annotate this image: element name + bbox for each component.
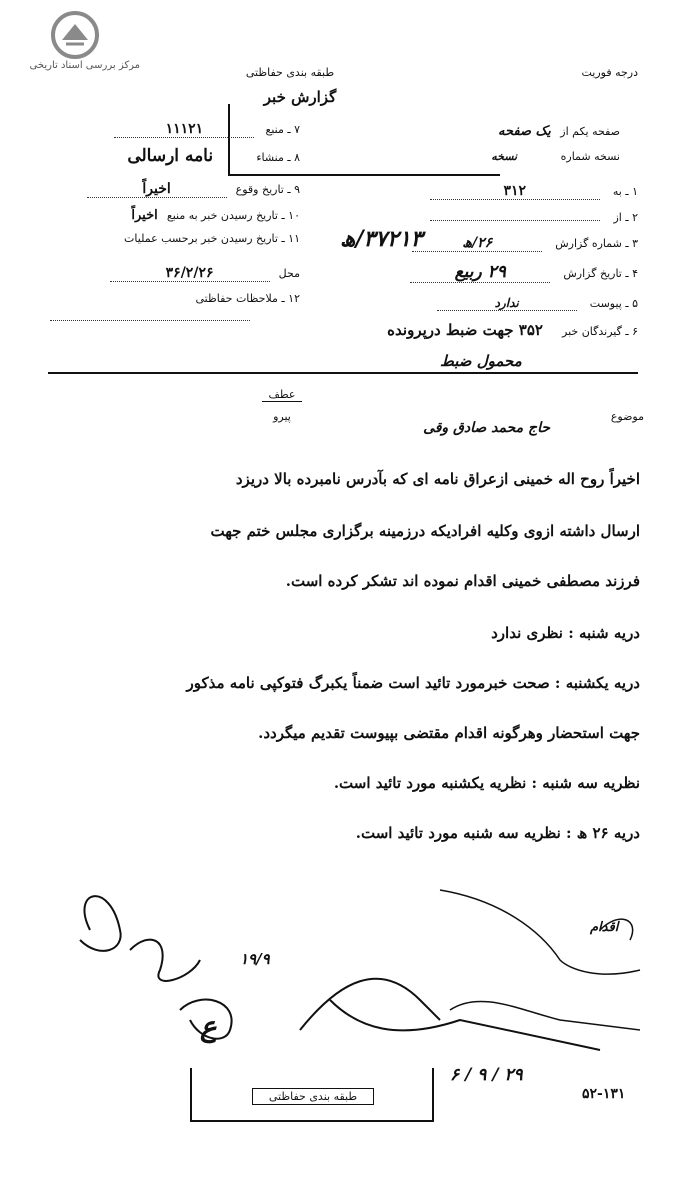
field-value: نامه ارسالی <box>127 146 214 166</box>
field-label: ۵ ـ پیوست <box>589 297 638 310</box>
archive-logo-icon <box>50 10 100 60</box>
body-line: دریه شنبه : نظری ندارد <box>491 624 640 642</box>
body-line: ارسال داشته ازوی وکلیه افرادیکه درزمینه برگزاری مجلس ختم جهت <box>210 522 640 540</box>
signature-note: اقدام <box>590 920 619 935</box>
right-field-1 <box>378 180 638 200</box>
field-label: ۳ ـ شماره گزارش <box>555 237 638 250</box>
right-field-6 <box>238 320 638 339</box>
left-field-place <box>60 262 300 284</box>
copy-line <box>420 150 620 163</box>
left-field-12-line <box>50 320 250 321</box>
stamp-top: عطف <box>262 388 302 402</box>
left-field-10 <box>40 204 300 226</box>
handwritten-number: ۳۷۲۱۳/ھ <box>340 226 423 252</box>
left-field-9 <box>50 178 300 200</box>
classification-title: طبقه بندی حفاظتی <box>245 66 335 79</box>
field-value: ۱۱۱۲۱ <box>114 121 254 138</box>
left-field-12: ۱۲ ـ ملاحظات حفاظتی <box>195 292 300 305</box>
body-line: جهت استحضار وهرگونه اقدام مقتضی بپیوست تقدیم میگردد. <box>258 724 640 742</box>
field-label: ۹ ـ تاریخ وقوع <box>235 183 300 196</box>
footer-classification-box <box>190 1068 434 1122</box>
signature-date-2: ۲۹ / ۹ / ۶ <box>450 1065 523 1085</box>
field-label: ۱ ـ به <box>612 185 638 198</box>
field-label: ۸ ـ منشاء <box>256 151 300 164</box>
field-value: ۳۱۲ <box>430 183 600 200</box>
left-field-8 <box>50 146 300 170</box>
field-value: اخیراً <box>131 208 158 223</box>
page-line-label: صفحه یکم از <box>560 125 620 138</box>
field-label: ۲ ـ از <box>613 211 638 224</box>
copy-line-label: نسخه شماره <box>560 150 620 163</box>
field-value: ندارد <box>437 296 577 311</box>
watermark-text: مرکز بررسی اسناد تاریخی <box>29 60 140 71</box>
signature-date-1: ۱۹/۹ <box>240 950 270 968</box>
priority-label: درجه فوریت <box>581 66 638 79</box>
field-label: ۶ ـ گیرندگان خبر <box>562 325 638 338</box>
subject-label: موضوع <box>610 410 644 423</box>
page-handwritten: یک صفحه <box>498 124 551 139</box>
field-value: ۲۹ ربیع <box>410 262 550 283</box>
subject-value: حاج محمد صادق وقی <box>423 420 550 436</box>
separator-line <box>48 372 638 374</box>
document-number: ۵۲-۱۳۱ <box>582 1086 626 1102</box>
body-line: دریه یکشنبه : صحت خبرمورد تائید است ضمناً یکبرگ فتوکپی نامه مذکور <box>186 674 640 692</box>
left-field-7 <box>50 118 300 138</box>
page-line <box>440 124 620 139</box>
body-line: دریه ۲۶ ھ : نظریه سه شنبه مورد تائید است. <box>355 824 640 842</box>
body-line: نظریه سه شنبه : نظریه یکشنبه مورد تائید است. <box>333 774 640 792</box>
field-label: ۷ ـ منبع <box>265 123 300 136</box>
field-value <box>430 208 600 221</box>
signature-initials: ع <box>200 1010 217 1043</box>
field-value: اخیراً <box>87 181 227 198</box>
stamp-bottom: پیرو <box>273 410 291 423</box>
archive-note: محمول ضبط <box>440 352 522 370</box>
body-line: فرزند مصطفی خمینی اقدام نموده اند تشکر کرده است. <box>285 572 640 590</box>
reference-stamp <box>262 388 302 423</box>
watermark <box>10 10 140 80</box>
body-line: اخیراً روح اله خمینی ازعراق نامه ای که بآدرس نامبرده بالا دریزد <box>235 470 640 488</box>
right-field-5 <box>378 292 638 311</box>
field-value: ۲۶/ھ <box>412 235 542 252</box>
field-value: ۳۶/۲/۲۶ <box>110 265 270 282</box>
left-field-11: ۱۱ ـ تاریخ رسیدن خبر برحسب عملیات <box>124 232 300 245</box>
footer-classification-label: طبقه بندی حفاظتی <box>252 1088 374 1105</box>
field-label: ۱۰ ـ تاریخ رسیدن خبر به منبع <box>166 209 300 222</box>
right-field-4 <box>378 262 638 283</box>
copy-value: نسخه <box>491 150 518 163</box>
field-label: محل <box>278 267 300 280</box>
field-label: ۴ ـ تاریخ گزارش <box>563 267 638 280</box>
right-field-2 <box>378 206 638 225</box>
report-title: گزارش خبر <box>263 88 337 106</box>
field-value: ۳۵۲ جهت ضبط درپرونده <box>387 321 543 339</box>
